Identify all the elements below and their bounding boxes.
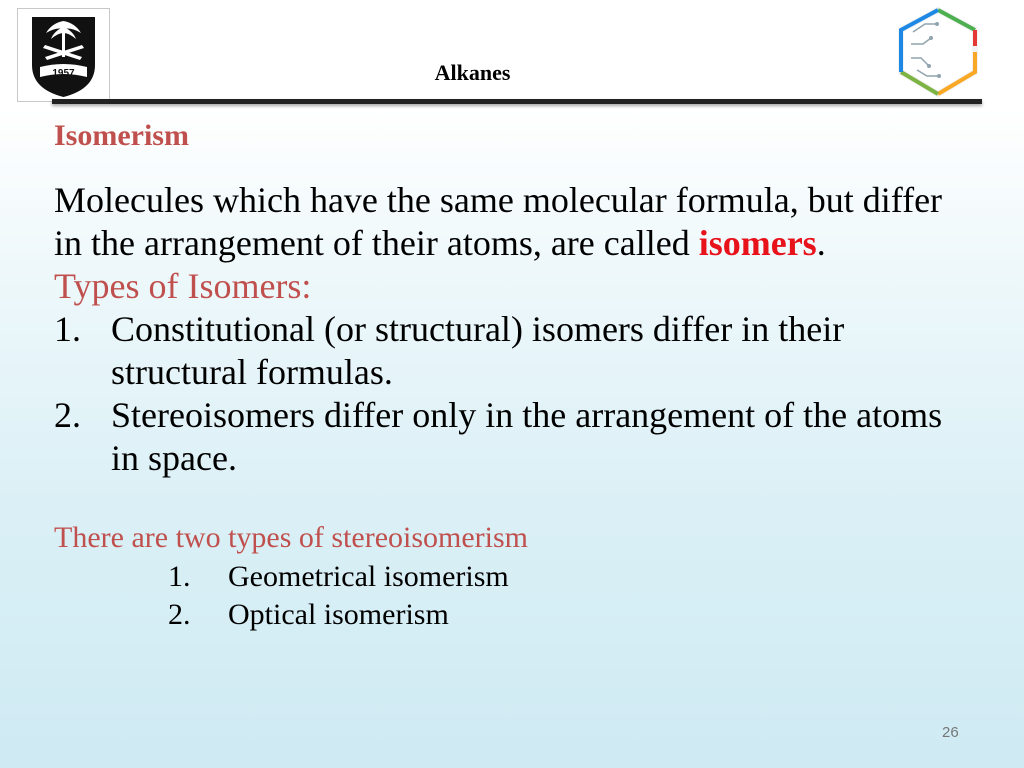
university-logo — [17, 8, 110, 102]
slide-body — [54, 179, 954, 480]
isomers-term: isomers — [698, 223, 817, 263]
list-item-number: 2. — [54, 395, 81, 435]
stereo-title: There are two types of stereoisomerism — [54, 521, 529, 554]
types-title: Types of Isomers: — [54, 266, 312, 306]
header-title: Alkanes — [434, 60, 511, 85]
definition-paragraph — [54, 179, 954, 265]
list-item-text: Constitutional (or structural) isomers differ in their structural formulas. — [111, 309, 845, 392]
list-item — [54, 308, 954, 394]
definition-punct: . — [816, 223, 826, 263]
list-item-number: 1. — [54, 309, 81, 349]
list-item-text: Geometrical isomerism — [228, 560, 509, 593]
list-item — [168, 558, 509, 596]
list-item-text: Stereoisomers differ only in the arrangement of the atoms in space. — [111, 395, 943, 478]
section-title: Isomerism — [54, 119, 189, 152]
list-item-number: 2. — [168, 598, 191, 631]
stereo-list — [168, 558, 509, 634]
list-item-number: 1. — [168, 560, 191, 593]
college-logo — [893, 2, 983, 100]
definition-text: Molecules which have the same molecular formula, but differ in the arrangement of their atoms, are called — [54, 180, 943, 263]
header-divider — [52, 99, 982, 104]
logo-year-text: 1957 — [52, 68, 75, 79]
list-item — [54, 394, 954, 480]
list-item — [168, 596, 509, 634]
page-number: 26 — [942, 724, 959, 741]
list-item-text: Optical isomerism — [228, 598, 449, 631]
